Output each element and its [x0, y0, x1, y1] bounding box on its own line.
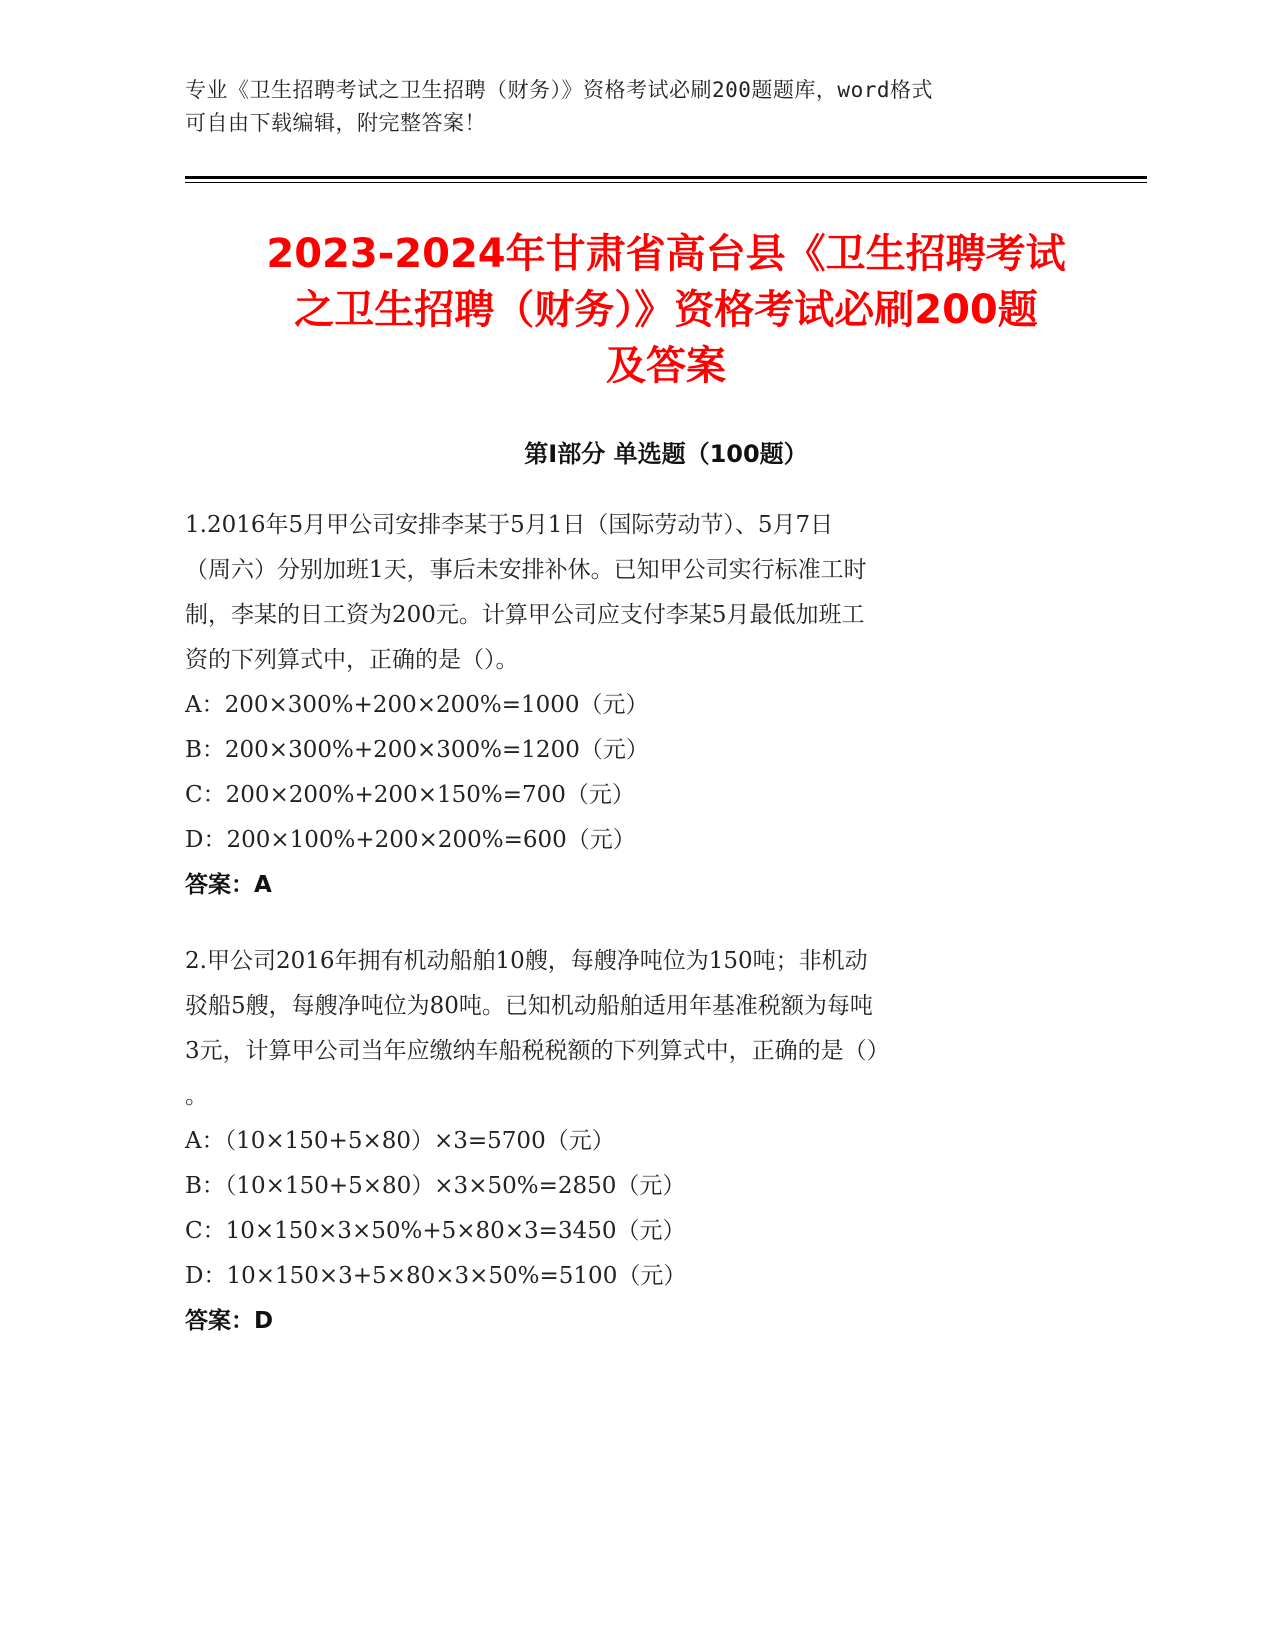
option-d: D：10×150×3+5×80×3×50%=5100（元） — [185, 1263, 687, 1289]
document-title-line: 及答案 — [606, 343, 726, 389]
question-stem-line: 。 — [185, 1083, 208, 1109]
option-c: C：200×200%+200×150%=700（元） — [185, 782, 635, 808]
question-stem — [185, 939, 1065, 1119]
question-stem-line: 3元，计算甲公司当年应缴纳车船税税额的下列算式中，正确的是（） — [185, 1038, 890, 1064]
option-a: A：（10×150+5×80）×3=5700（元） — [185, 1128, 615, 1154]
option-a: A：200×300%+200×200%=1000（元） — [185, 692, 649, 718]
option-d: D：200×100%+200×200%=600（元） — [185, 827, 636, 853]
option-c: C：10×150×3×50%+5×80×3=3450（元） — [185, 1218, 686, 1244]
section-title: 第Ⅰ部分 单选题（100题） — [524, 440, 808, 468]
question-stem — [185, 503, 1065, 683]
header-rule-thick — [185, 176, 1147, 179]
question-stem-line: 驳船5艘，每艘净吨位为80吨。已知机动船舶适用年基准税额为每吨 — [185, 993, 873, 1019]
question-1 — [185, 503, 1065, 908]
document-title — [185, 226, 1147, 394]
question-stem-line: 制，李某的日工资为200元。计算甲公司应支付李某5月最低加班工 — [185, 602, 865, 628]
document-title-line: 2023-2024年甘肃省高台县《卫生招聘考试 — [266, 231, 1066, 277]
question-stem-line: 2.甲公司2016年拥有机动船舶10艘，每艘净吨位为150吨；非机动 — [185, 948, 868, 974]
header-note-line: 专业《卫生招聘考试之卫生招聘（财务）》资格考试必刷200题题库，word格式 — [185, 78, 933, 102]
answer-label: 答案：A — [185, 872, 272, 898]
option-b: B：200×300%+200×300%=1200（元） — [185, 737, 649, 763]
question-stem-line: （周六）分别加班1天，事后未安排补休。已知甲公司实行标准工时 — [185, 557, 867, 583]
answer-label: 答案：D — [185, 1308, 274, 1334]
option-b: B：（10×150+5×80）×3×50%=2850（元） — [185, 1173, 686, 1199]
document-title-line: 之卫生招聘（财务）》资格考试必刷200题 — [294, 287, 1038, 333]
header-note — [185, 74, 1065, 140]
header-note-line: 可自由下载编辑，附完整答案！ — [185, 111, 486, 135]
header-rule-thin — [185, 182, 1147, 183]
question-2 — [185, 939, 1065, 1344]
question-stem-line: 1.2016年5月甲公司安排李某于5月1日（国际劳动节）、5月7日 — [185, 512, 834, 538]
question-stem-line: 资的下列算式中，正确的是（）。 — [185, 647, 519, 673]
